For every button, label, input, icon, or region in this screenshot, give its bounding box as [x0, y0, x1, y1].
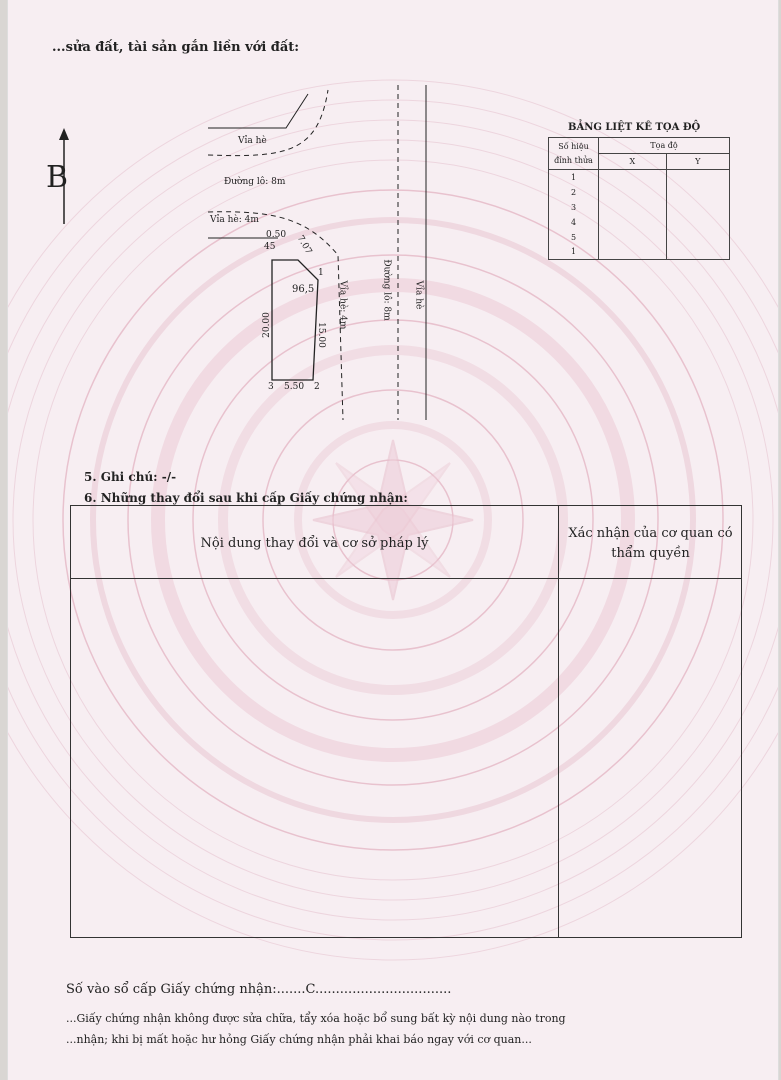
- dim-bottom-label: 5.50: [284, 382, 305, 392]
- dim-diag-label: 7.07: [294, 233, 314, 257]
- coord-col-id: Số hiệu đỉnh thửa: [549, 138, 599, 170]
- north-label: B: [46, 160, 69, 195]
- note-5: 5. Ghi chú: -/-: [84, 470, 177, 484]
- coord-table: [548, 137, 730, 260]
- sidewalk-top-label: Vỉa hè: [238, 136, 267, 146]
- coord-col-y: Y: [666, 154, 729, 170]
- certificate-page: [8, 0, 778, 1080]
- plot-area-label: 96,5: [292, 284, 315, 295]
- plot-lines: [198, 80, 458, 420]
- vertex-1-label: 1: [318, 268, 324, 278]
- coord-row-id: 1: [549, 245, 599, 260]
- changes-col1-header: Nội dung thay đổi và cơ sở pháp lý: [200, 536, 429, 551]
- dim-left-label: 20.00: [261, 312, 272, 338]
- sidewalk-side-4m-label: Vỉa hè: 4m: [337, 280, 348, 330]
- coord-row-id: 5: [549, 230, 599, 245]
- changes-table: [70, 505, 742, 938]
- coord-row-id: 4: [549, 215, 599, 230]
- road-side-label: Đường lô: 8m: [381, 259, 392, 321]
- sidewalk-4m-label: Vỉa hè: 4m: [210, 215, 259, 225]
- vertex-3-label: 3: [268, 382, 274, 392]
- note-6: 6. Những thay đổi sau khi cấp Giấy chứng nhận:: [84, 491, 408, 505]
- coord-col-header: Tọa độ: [599, 138, 730, 154]
- section-title: ...sửa đất, tài sản gắn liền với đất:: [52, 40, 300, 55]
- coord-row-id: 3: [549, 200, 599, 215]
- dim-right-label: 15.00: [315, 322, 326, 348]
- road-top-label: Đường lô: 8m: [224, 177, 286, 187]
- coord-row-id: 1: [549, 170, 599, 185]
- coord-row-id: 2: [549, 185, 599, 200]
- vertex-4-5-label: 45: [264, 242, 276, 252]
- registry-number-line: Số vào sổ cấp Giấy chứng nhận:.......C.................................: [66, 982, 452, 997]
- vertex-2-label: 2: [314, 382, 320, 392]
- land-plot-diagram: [198, 80, 458, 420]
- changes-table-divider: [558, 506, 559, 937]
- changes-table-header-line: [71, 578, 741, 579]
- dim-top-label: 0.50: [266, 230, 287, 240]
- warning-line-2: ...nhận; khi bị mất hoặc hư hỏng Giấy chứng nhận phải khai báo ngay với cơ quan...: [66, 1033, 532, 1046]
- warning-line-1: ...Giấy chứng nhận không được sửa chữa, tẩy xóa hoặc bổ sung bất kỳ nội dung nào trong: [66, 1012, 566, 1025]
- changes-col2-header: Xác nhận của cơ quan có thẩm quyền: [568, 526, 733, 561]
- coord-table-title: BẢNG LIỆT KÊ TỌA ĐỘ: [568, 122, 701, 133]
- coord-col-x: X: [599, 154, 667, 170]
- sidewalk-side-label: Vỉa hè: [413, 280, 424, 310]
